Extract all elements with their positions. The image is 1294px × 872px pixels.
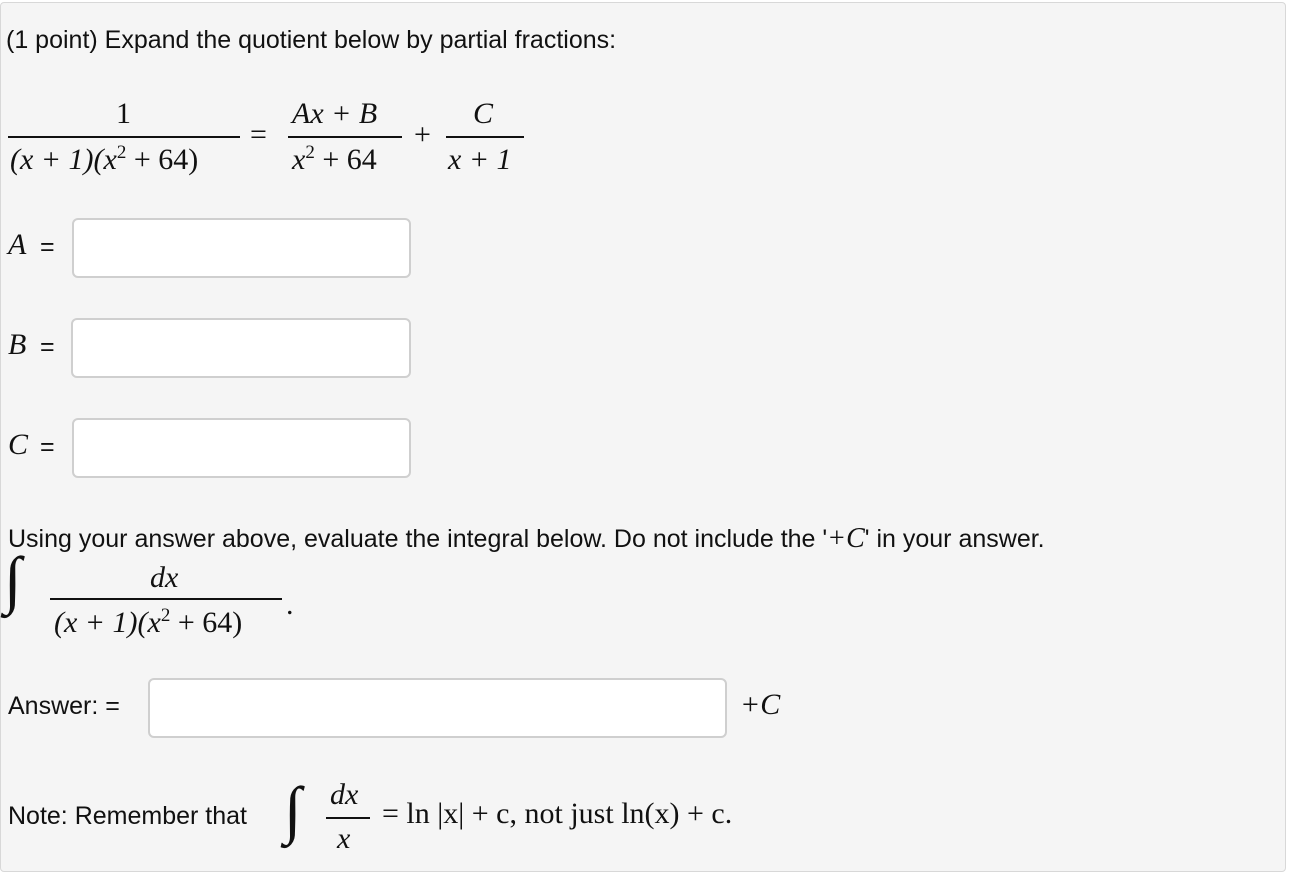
note-fraction-bar xyxy=(326,817,370,819)
field-a-equals: = xyxy=(40,233,55,261)
note-rhs: = ln |x| + c, not just ln(x) + c. xyxy=(382,797,733,830)
lhs-numerator: 1 xyxy=(116,97,131,130)
note-label: Note: Remember that xyxy=(8,802,247,830)
field-b-equals: = xyxy=(40,333,55,361)
field-a-label: A xyxy=(8,228,27,261)
rhs2-numerator: C xyxy=(473,97,494,130)
answer-b-input[interactable] xyxy=(71,318,411,378)
integral-prompt: Using your answer above, evaluate the integral below. Do not include the '+C' in your answer. xyxy=(8,523,1045,554)
rhs1-denominator: $x^2 + 64$ xyxy=(292,142,377,176)
note-integral-sign: ∫ xyxy=(284,774,302,845)
field-b-label: B xyxy=(8,328,27,361)
constant-suffix: +C xyxy=(740,688,781,721)
answer-c-input[interactable] xyxy=(72,418,411,478)
integral-fraction-bar xyxy=(50,598,282,600)
integral-sign: ∫ xyxy=(4,544,22,615)
rhs2-denominator: x + 1 xyxy=(448,143,512,176)
rhs1-numerator: Ax + B xyxy=(292,97,378,130)
answer-label: Answer: = xyxy=(8,692,120,720)
field-c-label: C xyxy=(8,428,29,461)
integral-period: . xyxy=(286,588,294,621)
plus-sign: + xyxy=(414,118,431,151)
integral-denominator: $(x + 1)(x^2 + 64)$ xyxy=(54,605,243,639)
lhs-denominator: $(x + 1)(x^2 + 64)$ xyxy=(10,142,199,176)
lhs-fraction-bar xyxy=(8,136,240,138)
rhs1-fraction-bar xyxy=(288,136,402,138)
field-c-equals: = xyxy=(40,433,55,461)
equals-sign: = xyxy=(250,118,267,151)
answer-a-input[interactable] xyxy=(72,218,411,278)
note-numerator: dx xyxy=(330,778,359,811)
integral-answer-input[interactable] xyxy=(148,678,727,738)
rhs2-fraction-bar xyxy=(446,136,524,138)
note-denominator: x xyxy=(337,822,351,855)
problem-intro: (1 point) Expand the quotient below by partial fractions: xyxy=(6,26,617,54)
integral-numerator: dx xyxy=(150,561,179,594)
